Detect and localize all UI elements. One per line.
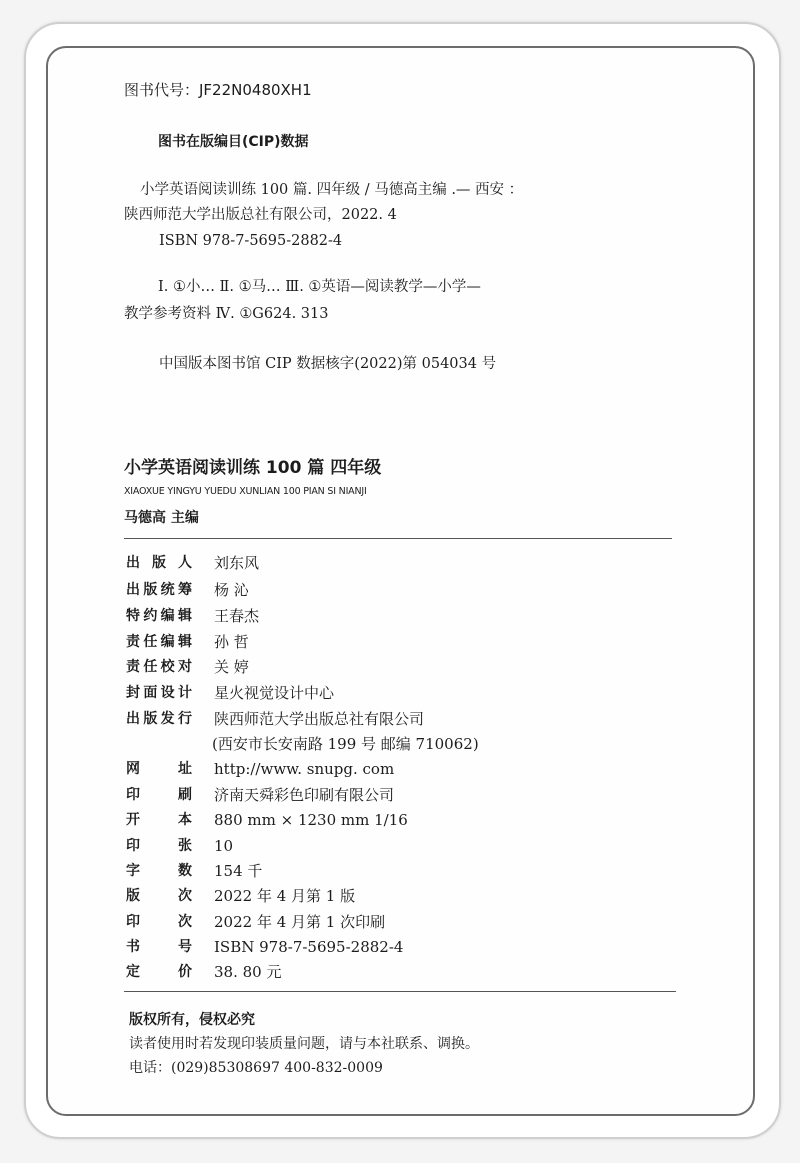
divider-top [124, 538, 672, 539]
info-label: 版次 [126, 888, 192, 904]
info-value: 济南天舜彩色印刷有限公司 [214, 786, 395, 804]
info-label: 特约编辑 [126, 608, 192, 624]
info-label: 印张 [126, 838, 192, 854]
info-value: 关 婷 [214, 658, 249, 676]
info-value: 2022 年 4 月第 1 次印刷 [214, 913, 386, 931]
info-label: 印次 [126, 914, 192, 930]
info-value: 陕西师范大学出版总社有限公司 [214, 710, 425, 728]
info-value: http://www. snupg. com [214, 760, 395, 778]
info-value-address: (西安市长安南路 199 号 邮编 710062) [212, 735, 479, 753]
book-editor: 马德高 主编 [124, 510, 199, 526]
cip-record: 中国版本图书馆 CIP 数据核字(2022)第 054034 号 [159, 356, 497, 372]
info-value: 星火视觉设计中心 [214, 684, 335, 702]
info-label: 出版人 [126, 555, 192, 571]
info-label: 网址 [126, 761, 192, 777]
info-label: 责任校对 [126, 659, 192, 675]
cip-isbn: ISBN 978-7-5695-2882-4 [159, 233, 343, 249]
info-value: 2022 年 4 月第 1 版 [214, 887, 356, 905]
info-label: 书号 [126, 939, 192, 955]
info-value: 10 [214, 837, 234, 855]
cip-heading: 图书在版编目(CIP)数据 [158, 134, 309, 150]
info-value: 王春杰 [214, 607, 260, 625]
info-label: 责任编辑 [126, 634, 192, 650]
cip-line-2: 陕西师范大学出版总社有限公司，2022. 4 [124, 207, 397, 223]
book-title-pinyin: XIAOXUE YINGYU YUEDU XUNLIAN 100 PIAN SI NIANJI [124, 486, 367, 497]
book-title: 小学英语阅读训练 100 篇 四年级 [124, 458, 382, 478]
info-value: 杨 沁 [214, 581, 249, 599]
rights-notice: 版权所有，侵权必究 [129, 1012, 255, 1028]
divider-bottom [124, 991, 676, 992]
info-label: 字数 [126, 863, 192, 879]
info-label: 印刷 [126, 787, 192, 803]
cip-class-line-1: Ⅰ. ①小… Ⅱ. ①马… Ⅲ. ①英语—阅读教学—小学— [158, 279, 481, 295]
info-value: 880 mm × 1230 mm 1/16 [214, 811, 408, 829]
book-code: 图书代号：JF22N0480XH1 [124, 81, 312, 99]
info-value: ISBN 978-7-5695-2882-4 [214, 938, 404, 956]
info-label: 出版统筹 [126, 582, 192, 598]
info-value: 38. 80 元 [214, 963, 282, 981]
phone-line: 电话：(029)85308697 400-832-0009 [129, 1060, 383, 1076]
info-label: 封面设计 [126, 685, 192, 701]
info-value: 刘东风 [214, 554, 260, 572]
info-value: 154 千 [214, 862, 263, 880]
info-label: 开本 [126, 812, 192, 828]
cip-class-line-2: 教学参考资料 Ⅳ. ①G624. 313 [124, 306, 329, 322]
info-label: 定价 [126, 964, 192, 980]
info-label: 出版发行 [126, 711, 192, 727]
cip-line-1: 小学英语阅读训练 100 篇. 四年级 / 马德高主编 .— 西安 ： [140, 182, 524, 198]
quality-notice: 读者使用时若发现印装质量问题，请与本社联系、调换。 [129, 1036, 479, 1052]
info-value: 孙 哲 [214, 633, 249, 651]
